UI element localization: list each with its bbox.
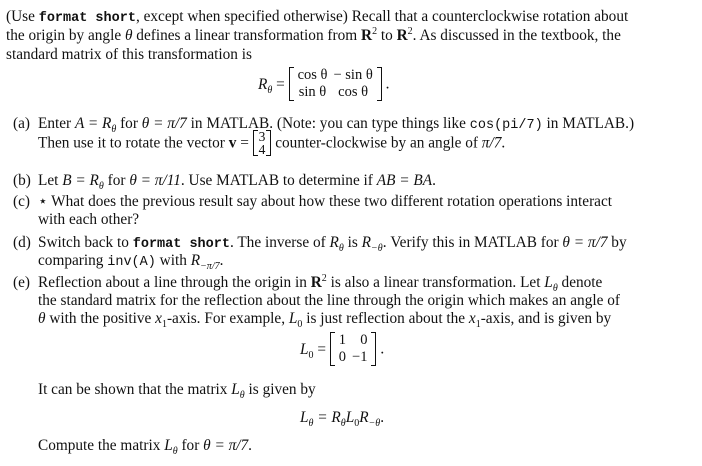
- part-a-line-1: Enter $A = R_\theta$ for θ = π/7 in MATLAB. (Note: you can type things like cos(pi/7) in MATLAB.): [38, 115, 635, 136]
- reflection-matrix-display: $L_0$ = 1 0 0 −1 .: [300, 332, 385, 365]
- matrix-cell: sin θ: [298, 84, 327, 100]
- matrix-cell: 0: [338, 349, 347, 365]
- star-icon: ⋆: [38, 193, 48, 210]
- matrix-cell: cos θ: [338, 84, 369, 100]
- part-e-line-1: Reflection about a line through the origin in $R^2$ is also a linear transformation. Let $L_\theta$ denote: [38, 272, 603, 295]
- rotation-matrix-display: $R_\theta$ = cos θ − sin θ sin θ cos θ .: [258, 67, 390, 100]
- vector-cell: 3: [258, 129, 266, 144]
- part-a-label: (a): [13, 115, 30, 132]
- matrix-cell: 1: [338, 332, 347, 348]
- part-e-line-2: the standard matrix for the reflection about the line through the origin which makes an angle of: [38, 292, 620, 309]
- reflection-formula: $L_\theta = R_\theta L_0R_{-\theta}$.: [300, 409, 385, 430]
- matrix-cell: −1: [352, 349, 368, 365]
- part-c-line-2: with each other?: [38, 211, 140, 228]
- part-c-line-1: ⋆ What does the previous result say about how these two different rotation operations interact: [38, 193, 612, 210]
- part-d-line-1: Switch back to format short. The inverse of $R_\theta$ is $R_{-\theta}$. Verify this in MATLAB for θ = π/7 by: [38, 234, 627, 255]
- matrix-cell: cos θ: [297, 67, 328, 83]
- vector-v: [253, 130, 272, 156]
- part-b-label: (b): [13, 172, 31, 189]
- rotation-matrix: [289, 67, 382, 101]
- part-e-shown-line: It can be shown that the matrix $L_\theta$ is given by: [38, 381, 316, 402]
- part-e-label: (e): [13, 274, 30, 291]
- part-d-line-2: comparing inv(A) with $R_{-\pi/7}$.: [38, 252, 224, 273]
- part-a-line-2: Then use it to rotate the vector v = 3 4 counter-clockwise by an angle of π/7.: [38, 129, 506, 157]
- part-e-compute-line: Compute the matrix $L_\theta$ for θ = π/7.: [38, 437, 252, 458]
- vector-cell: 4: [258, 142, 266, 157]
- reflection-matrix: [330, 332, 377, 366]
- part-e-line-3: θ with the positive $x_1$-axis. For example, $L_0$ is just reflection about the $x_1$-axis, and is given by: [38, 310, 612, 331]
- part-b-line-1: Let $B = R_\theta$ for θ = π/11. Use MATLAB to determine if AB = BA.: [38, 172, 436, 193]
- matrix-cell: − sin θ: [333, 67, 373, 83]
- intro-line-1: (Use format short, except when specified otherwise) Recall that a counterclockwise rotation about: [6, 8, 629, 26]
- intro-line-2: the origin by angle θ defines a linear transformation from $R^2$ to $R^2$. As discussed in the textbook, the: [6, 25, 621, 44]
- intro-line-3: standard matrix of this transformation is: [6, 46, 252, 63]
- matrix-cell: 0: [360, 332, 368, 348]
- part-d-label: (d): [13, 234, 31, 251]
- part-c-label: (c): [13, 193, 30, 210]
